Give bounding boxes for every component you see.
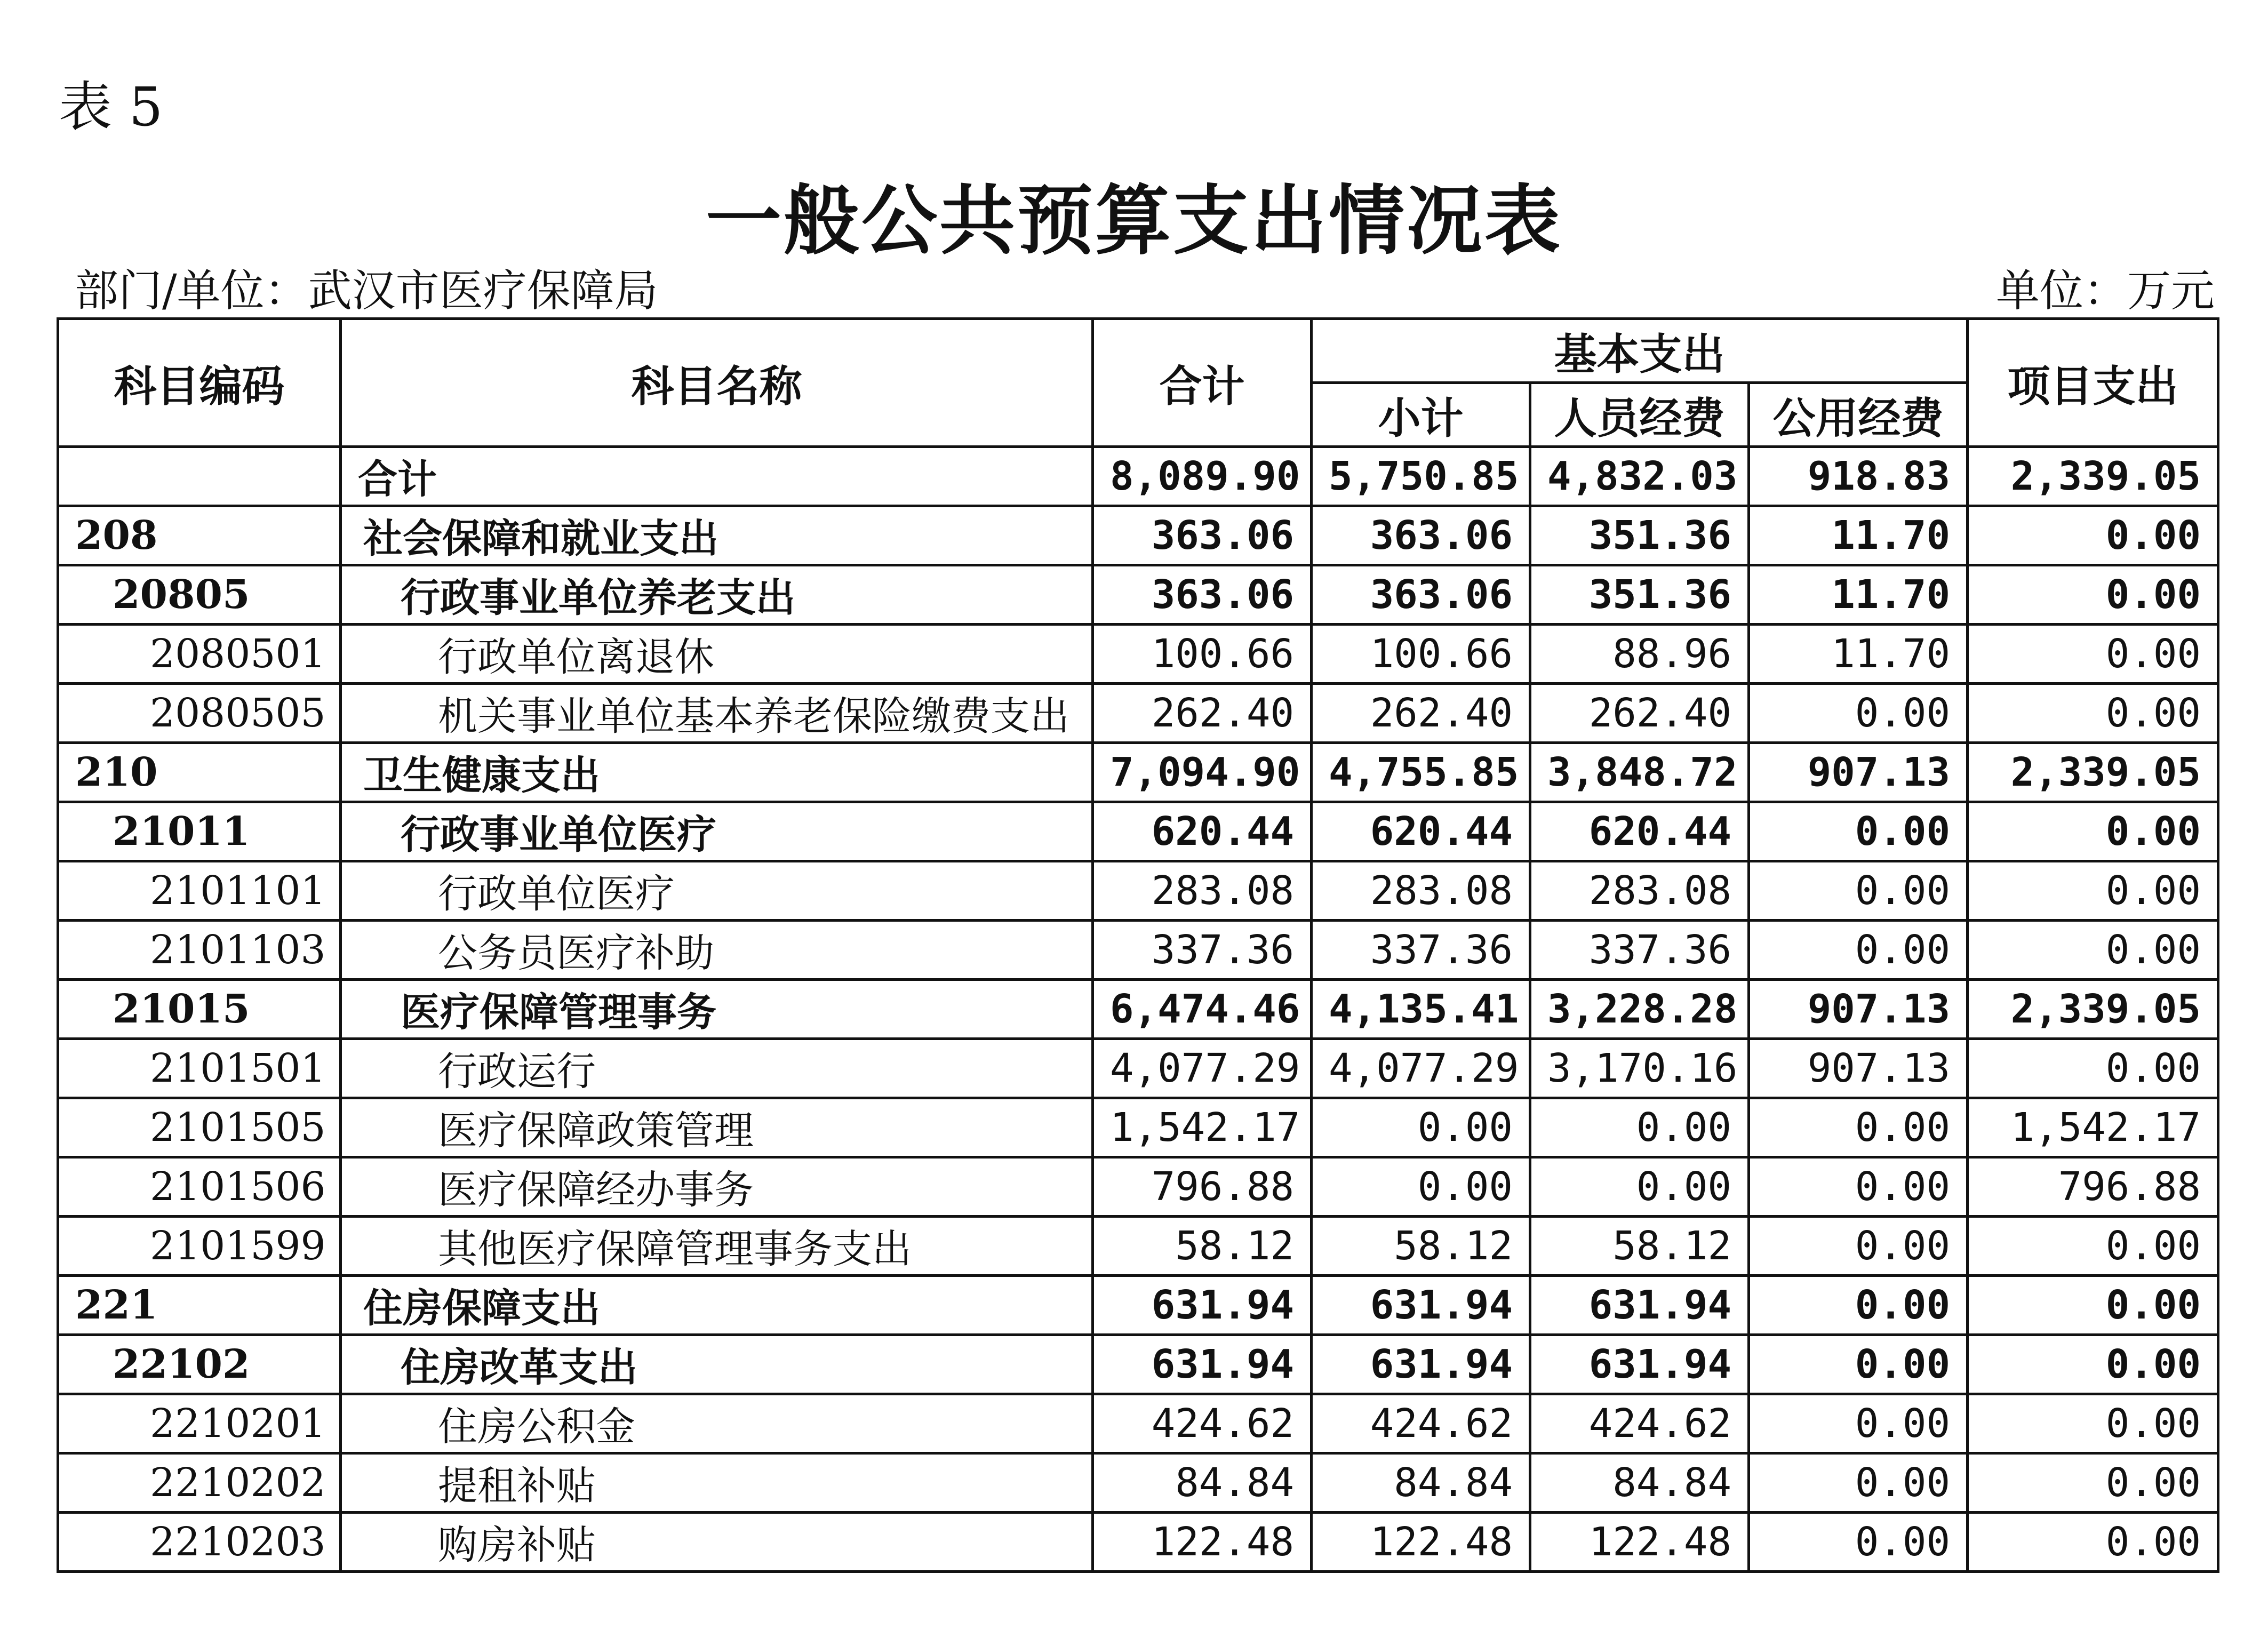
project-expense-cell: 0.00 — [1968, 565, 2218, 625]
table-row — [58, 1157, 2218, 1217]
public-expense-cell: 0.00 — [1749, 1157, 1968, 1217]
table-row — [58, 625, 2218, 684]
total-cell: 620.44 — [1093, 802, 1312, 861]
total-cell: 631.94 — [1093, 1335, 1312, 1394]
basic-subtotal-cell: 0.00 — [1312, 1098, 1530, 1157]
project-expense-cell: 0.00 — [1968, 1394, 2218, 1453]
project-expense-cell: 2,339.05 — [1968, 447, 2218, 506]
basic-subtotal-cell: 0.00 — [1312, 1157, 1530, 1217]
basic-subtotal-cell: 5,750.85 — [1312, 447, 1530, 506]
table-row — [58, 506, 2218, 565]
basic-subtotal-cell: 4,755.85 — [1312, 743, 1530, 802]
public-expense-cell: 11.70 — [1749, 625, 1968, 684]
project-expense-cell: 0.00 — [1968, 861, 2218, 921]
subject-code-cell: 22102 — [58, 1335, 341, 1394]
total-cell: 363.06 — [1093, 506, 1312, 565]
header-subject-code: 科目编码 — [58, 319, 341, 447]
project-expense-cell: 1,542.17 — [1968, 1098, 2218, 1157]
total-cell: 631.94 — [1093, 1276, 1312, 1335]
subject-name-cell: 行政运行 — [341, 1039, 1093, 1098]
personnel-expense-cell: 122.48 — [1530, 1513, 1749, 1572]
public-expense-cell: 0.00 — [1749, 1217, 1968, 1276]
total-cell: 363.06 — [1093, 565, 1312, 625]
header-personnel-expense: 人员经费 — [1530, 383, 1749, 447]
project-expense-cell: 2,339.05 — [1968, 743, 2218, 802]
basic-subtotal-cell: 4,077.29 — [1312, 1039, 1530, 1098]
personnel-expense-cell: 620.44 — [1530, 802, 1749, 861]
total-cell: 84.84 — [1093, 1453, 1312, 1513]
personnel-expense-cell: 351.36 — [1530, 565, 1749, 625]
subject-code-cell: 21015 — [58, 980, 341, 1039]
personnel-expense-cell: 58.12 — [1530, 1217, 1749, 1276]
subject-code-cell: 2101101 — [58, 861, 341, 921]
total-cell: 122.48 — [1093, 1513, 1312, 1572]
project-expense-cell: 0.00 — [1968, 802, 2218, 861]
basic-subtotal-cell: 363.06 — [1312, 506, 1530, 565]
subject-name-cell: 住房保障支出 — [341, 1276, 1093, 1335]
total-cell: 58.12 — [1093, 1217, 1312, 1276]
subject-name-cell: 机关事业单位基本养老保险缴费支出 — [341, 684, 1093, 743]
table-row — [58, 1513, 2218, 1572]
subject-name-cell: 行政单位离退休 — [341, 625, 1093, 684]
basic-subtotal-cell: 100.66 — [1312, 625, 1530, 684]
total-cell: 8,089.90 — [1093, 447, 1312, 506]
subject-code-cell: 20805 — [58, 565, 341, 625]
public-expense-cell: 0.00 — [1749, 1513, 1968, 1572]
project-expense-cell: 0.00 — [1968, 1217, 2218, 1276]
personnel-expense-cell: 3,170.16 — [1530, 1039, 1749, 1098]
table-row — [58, 921, 2218, 980]
basic-subtotal-cell: 631.94 — [1312, 1335, 1530, 1394]
personnel-expense-cell: 88.96 — [1530, 625, 1749, 684]
unit-label: 单位：万元 — [1995, 266, 2215, 316]
subject-name-cell: 公务员医疗补助 — [341, 921, 1093, 980]
project-expense-cell: 0.00 — [1968, 625, 2218, 684]
public-expense-cell: 918.83 — [1749, 447, 1968, 506]
total-cell: 4,077.29 — [1093, 1039, 1312, 1098]
personnel-expense-cell: 4,832.03 — [1530, 447, 1749, 506]
subject-code-cell: 2080501 — [58, 625, 341, 684]
total-cell: 100.66 — [1093, 625, 1312, 684]
table-row — [58, 684, 2218, 743]
header-public-expense: 公用经费 — [1749, 383, 1968, 447]
subject-code-cell: 2101599 — [58, 1217, 341, 1276]
total-cell: 6,474.46 — [1093, 980, 1312, 1039]
subject-code-cell: 221 — [58, 1276, 341, 1335]
table-header-row — [58, 319, 2218, 383]
personnel-expense-cell: 84.84 — [1530, 1453, 1749, 1513]
subject-code-cell: 2101501 — [58, 1039, 341, 1098]
basic-subtotal-cell: 262.40 — [1312, 684, 1530, 743]
personnel-expense-cell: 3,848.72 — [1530, 743, 1749, 802]
subject-code-cell: 2080505 — [58, 684, 341, 743]
table-row — [58, 980, 2218, 1039]
subject-name-cell: 社会保障和就业支出 — [341, 506, 1093, 565]
table-body — [58, 447, 2218, 1572]
total-cell: 337.36 — [1093, 921, 1312, 980]
subject-code-cell: 2210203 — [58, 1513, 341, 1572]
table-row — [58, 447, 2218, 506]
table-row — [58, 1335, 2218, 1394]
basic-subtotal-cell: 620.44 — [1312, 802, 1530, 861]
subject-name-cell: 行政事业单位医疗 — [341, 802, 1093, 861]
subject-name-cell: 住房改革支出 — [341, 1335, 1093, 1394]
personnel-expense-cell: 337.36 — [1530, 921, 1749, 980]
subject-name-cell: 合计 — [341, 447, 1093, 506]
header-basic-expenditure: 基本支出 — [1312, 319, 1968, 383]
department-label: 部门/单位：武汉市医疗保障局 — [75, 266, 658, 316]
personnel-expense-cell: 351.36 — [1530, 506, 1749, 565]
header-subject-name: 科目名称 — [341, 319, 1093, 447]
personnel-expense-cell: 3,228.28 — [1530, 980, 1749, 1039]
subject-name-cell: 住房公积金 — [341, 1394, 1093, 1453]
subject-code-cell: 2210201 — [58, 1394, 341, 1453]
project-expense-cell: 2,339.05 — [1968, 980, 2218, 1039]
basic-subtotal-cell: 424.62 — [1312, 1394, 1530, 1453]
basic-subtotal-cell: 283.08 — [1312, 861, 1530, 921]
public-expense-cell: 0.00 — [1749, 861, 1968, 921]
public-expense-cell: 0.00 — [1749, 1453, 1968, 1513]
subject-code-cell: 208 — [58, 506, 341, 565]
public-expense-cell: 0.00 — [1749, 921, 1968, 980]
public-expense-cell: 907.13 — [1749, 743, 1968, 802]
personnel-expense-cell: 262.40 — [1530, 684, 1749, 743]
basic-subtotal-cell: 631.94 — [1312, 1276, 1530, 1335]
header-total: 合计 — [1093, 319, 1312, 447]
project-expense-cell: 0.00 — [1968, 1513, 2218, 1572]
total-cell: 796.88 — [1093, 1157, 1312, 1217]
project-expense-cell: 0.00 — [1968, 1276, 2218, 1335]
table-row — [58, 743, 2218, 802]
public-expense-cell: 907.13 — [1749, 980, 1968, 1039]
subject-name-cell: 卫生健康支出 — [341, 743, 1093, 802]
table-row — [58, 1217, 2218, 1276]
basic-subtotal-cell: 58.12 — [1312, 1217, 1530, 1276]
subject-code-cell: 2210202 — [58, 1453, 341, 1513]
project-expense-cell: 0.00 — [1968, 684, 2218, 743]
total-cell: 283.08 — [1093, 861, 1312, 921]
subject-code-cell: 2101506 — [58, 1157, 341, 1217]
subject-code-cell: 21011 — [58, 802, 341, 861]
subject-name-cell: 其他医疗保障管理事务支出 — [341, 1217, 1093, 1276]
project-expense-cell: 0.00 — [1968, 921, 2218, 980]
basic-subtotal-cell: 4,135.41 — [1312, 980, 1530, 1039]
total-cell: 262.40 — [1093, 684, 1312, 743]
header-basic-subtotal: 小计 — [1312, 383, 1530, 447]
public-expense-cell: 0.00 — [1749, 684, 1968, 743]
budget-expenditure-table — [57, 317, 2219, 1573]
personnel-expense-cell: 631.94 — [1530, 1335, 1749, 1394]
project-expense-cell: 0.00 — [1968, 1453, 2218, 1513]
basic-subtotal-cell: 84.84 — [1312, 1453, 1530, 1513]
total-cell: 424.62 — [1093, 1394, 1312, 1453]
personnel-expense-cell: 424.62 — [1530, 1394, 1749, 1453]
basic-subtotal-cell: 363.06 — [1312, 565, 1530, 625]
public-expense-cell: 0.00 — [1749, 1098, 1968, 1157]
subject-name-cell: 医疗保障经办事务 — [341, 1157, 1093, 1217]
table-row — [58, 1394, 2218, 1453]
subject-name-cell: 医疗保障管理事务 — [341, 980, 1093, 1039]
public-expense-cell: 0.00 — [1749, 802, 1968, 861]
project-expense-cell: 0.00 — [1968, 506, 2218, 565]
subject-code-cell: 210 — [58, 743, 341, 802]
public-expense-cell: 0.00 — [1749, 1335, 1968, 1394]
table-number-label: 表 5 — [59, 76, 163, 138]
total-cell: 7,094.90 — [1093, 743, 1312, 802]
page-title: 一般公共预算支出情况表 — [706, 177, 1562, 265]
table-row — [58, 1098, 2218, 1157]
project-expense-cell: 0.00 — [1968, 1039, 2218, 1098]
table-row — [58, 565, 2218, 625]
public-expense-cell: 11.70 — [1749, 565, 1968, 625]
personnel-expense-cell: 0.00 — [1530, 1157, 1749, 1217]
personnel-expense-cell: 0.00 — [1530, 1098, 1749, 1157]
personnel-expense-cell: 631.94 — [1530, 1276, 1749, 1335]
table-row — [58, 802, 2218, 861]
subject-name-cell: 提租补贴 — [341, 1453, 1093, 1513]
public-expense-cell: 11.70 — [1749, 506, 1968, 565]
table-row — [58, 1276, 2218, 1335]
subject-code-cell: 2101505 — [58, 1098, 341, 1157]
subject-code-cell — [58, 447, 341, 506]
subject-name-cell: 医疗保障政策管理 — [341, 1098, 1093, 1157]
personnel-expense-cell: 283.08 — [1530, 861, 1749, 921]
project-expense-cell: 0.00 — [1968, 1335, 2218, 1394]
subject-name-cell: 行政单位医疗 — [341, 861, 1093, 921]
header-project-expenditure: 项目支出 — [1968, 319, 2218, 447]
total-cell: 1,542.17 — [1093, 1098, 1312, 1157]
basic-subtotal-cell: 122.48 — [1312, 1513, 1530, 1572]
project-expense-cell: 796.88 — [1968, 1157, 2218, 1217]
public-expense-cell: 0.00 — [1749, 1276, 1968, 1335]
basic-subtotal-cell: 337.36 — [1312, 921, 1530, 980]
table-row — [58, 1039, 2218, 1098]
subject-name-cell: 购房补贴 — [341, 1513, 1093, 1572]
subject-name-cell: 行政事业单位养老支出 — [341, 565, 1093, 625]
table-row — [58, 861, 2218, 921]
table-row — [58, 1453, 2218, 1513]
public-expense-cell: 0.00 — [1749, 1394, 1968, 1453]
subject-code-cell: 2101103 — [58, 921, 341, 980]
public-expense-cell: 907.13 — [1749, 1039, 1968, 1098]
